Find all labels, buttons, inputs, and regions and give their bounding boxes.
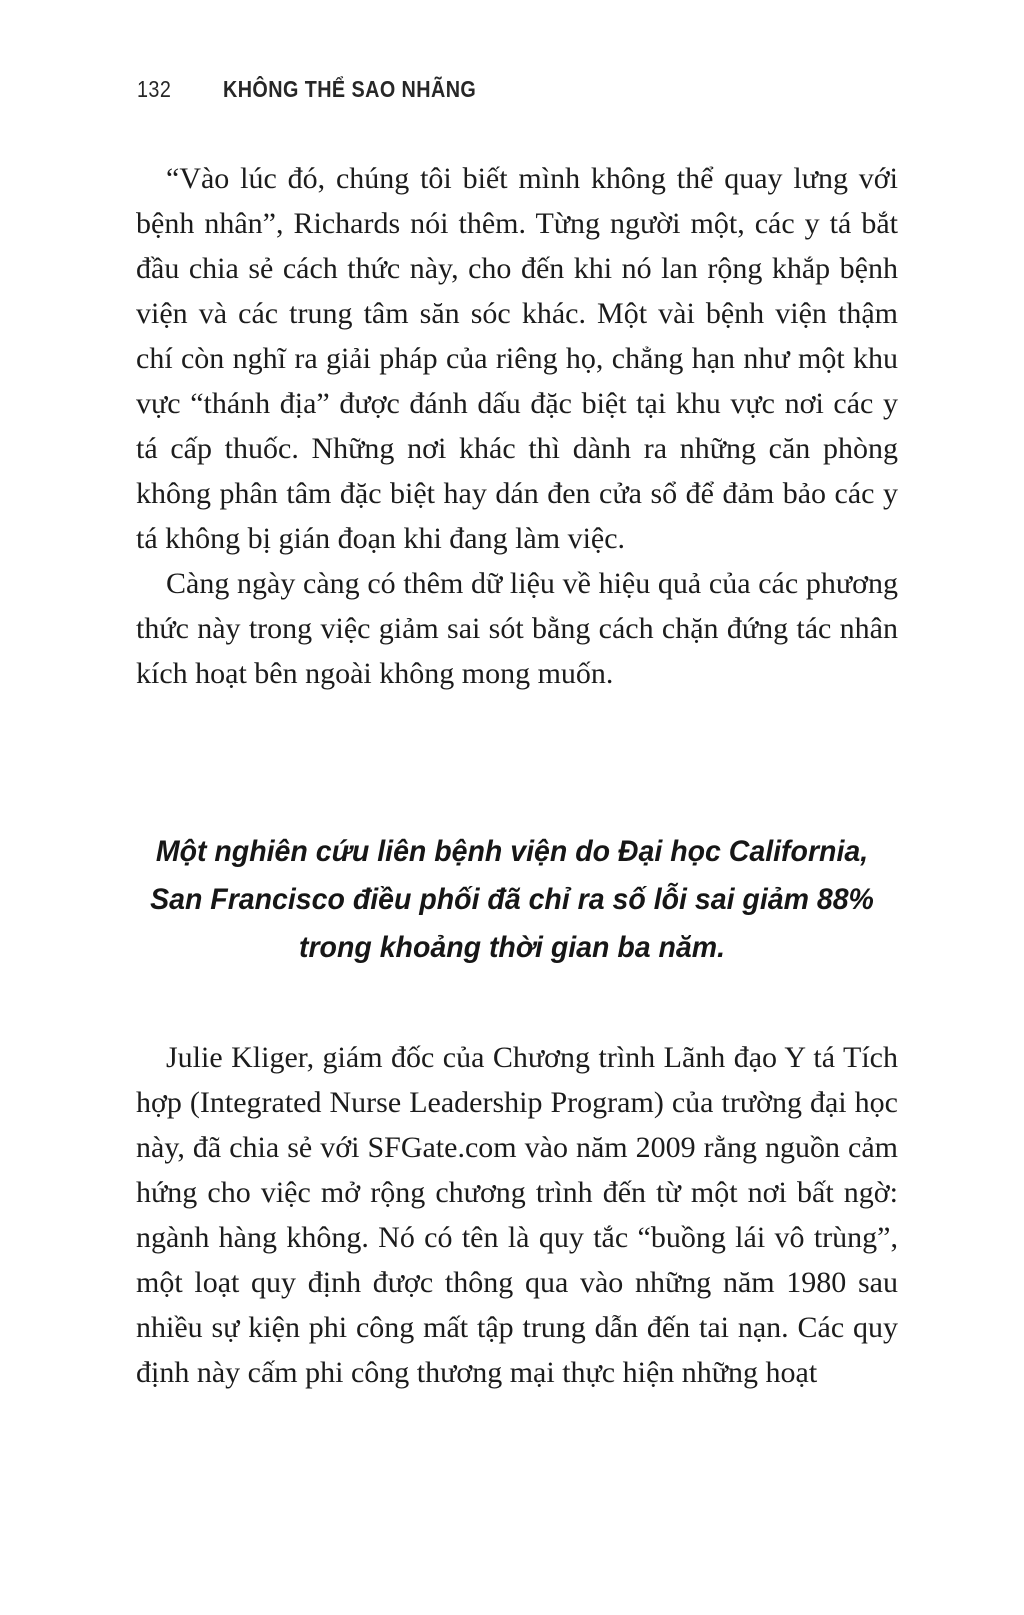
body-text-upper bbox=[136, 156, 898, 696]
pull-quote bbox=[131, 828, 893, 972]
pull-quote-text: Một nghiên cứu liên bệnh viện do Đại học California, San Francisco điều phối đã chỉ ra số lỗi sai giảm 88% trong khoảng thời gian ba năm. bbox=[150, 835, 874, 964]
paragraph-1: “Vào lúc đó, chúng tôi biết mình không thể quay lưng với bệnh nhân”, Richards nói thêm. Từng người một, các y tá bắt đầu chia sẻ cách thức này, cho đến khi nó lan rộng khắp bệnh viện và các trung tâm săn sóc khác. Một vài bệnh viện thậm chí còn nghĩ ra giải pháp của riêng họ, chẳng hạn như một khu vực “thánh địa” được đánh dấu đặc biệt tại khu vực nơi các y tá cấp thuốc. Những nơi khác thì dành ra những căn phòng không phân tâm đặc biệt hay dán đen cửa sổ để đảm bảo các y tá không bị gián đoạn khi đang làm việc. bbox=[136, 162, 898, 555]
page-number: 132 bbox=[137, 76, 172, 102]
running-title: KHÔNG THỂ SAO NHÃNG bbox=[222, 76, 477, 102]
running-header bbox=[137, 76, 897, 103]
body-text-lower bbox=[136, 1035, 898, 1395]
paragraph-2: Càng ngày càng có thêm dữ liệu về hiệu quả của các phương thức này trong việc giảm sai sót bằng cách chặn đứng tác nhân kích hoạt bên ngoài không mong muốn. bbox=[136, 567, 898, 690]
paragraph-3: Julie Kliger, giám đốc của Chương trình Lãnh đạo Y tá Tích hợp (Integrated Nurse Leadership Program) của trường đại học này, đã chia sẻ với SFGate.com vào năm 2009 rằng nguồn cảm hứng cho việc mở rộng chương trình đến từ một nơi bất ngờ: ngành hàng không. Nó có tên là quy tắc “buồng lái vô trùng”, một loạt quy định được thông qua vào những năm 1980 sau nhiều sự kiện phi công mất tập trung dẫn đến tai nạn. Các quy định này cấm phi công thương mại thực hiện những hoạt bbox=[136, 1041, 898, 1389]
